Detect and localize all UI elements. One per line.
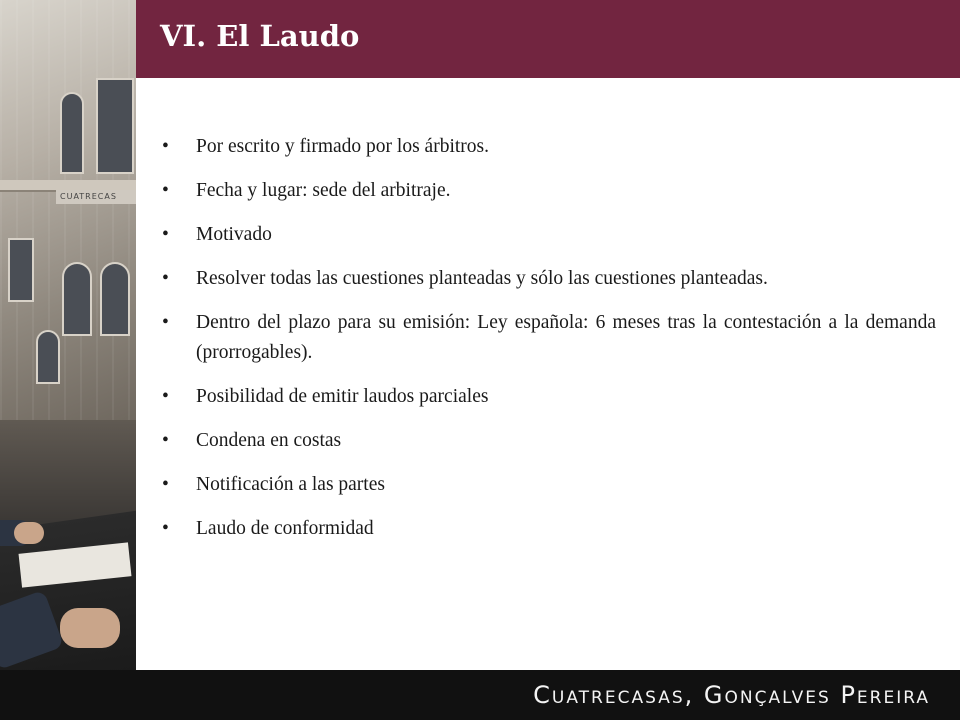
bullet-item <box>162 514 936 544</box>
bullet-item <box>162 426 936 456</box>
building-window <box>96 78 134 174</box>
bullet-item <box>162 132 936 162</box>
bullet-marker: • <box>162 386 169 407</box>
building-window <box>60 92 84 174</box>
bullet-item <box>162 176 936 206</box>
bullet-text: Notificación a las partes <box>196 474 385 495</box>
bullet-text: Motivado <box>196 224 272 245</box>
bullet-marker: • <box>162 224 169 245</box>
bullet-list <box>162 132 936 558</box>
bullet-marker: • <box>162 474 169 495</box>
bullet-marker: • <box>162 518 169 539</box>
bullet-text: Resolver todas las cuestiones planteadas y sólo las cuestiones planteadas. <box>196 268 768 289</box>
building-window <box>100 262 130 336</box>
slide-footer <box>0 670 960 720</box>
decorative-photo <box>0 0 136 670</box>
bullet-text: Posibilidad de emitir laudos parciales <box>196 386 489 407</box>
building-window <box>8 238 34 302</box>
bullet-marker: • <box>162 312 169 333</box>
bullet-text: Dentro del plazo para su emisión: Ley española: 6 meses tras la contestación a la demanda (prorrogables). <box>196 312 936 363</box>
bullet-item <box>162 220 936 250</box>
hand <box>60 608 120 648</box>
bullet-marker: • <box>162 430 169 451</box>
bullet-marker: • <box>162 180 169 201</box>
company-logo: Cuatrecasas, Gonçalves Pereira <box>533 681 930 709</box>
bullet-text: Por escrito y firmado por los árbitros. <box>196 136 489 157</box>
bullet-marker: • <box>162 136 169 157</box>
building-facade-image <box>0 0 136 420</box>
slide-title: VI. El Laudo <box>160 19 360 53</box>
bullet-item <box>162 264 936 294</box>
bullet-marker: • <box>162 268 169 289</box>
hand <box>14 522 44 544</box>
bullet-text: Laudo de conformidad <box>196 518 374 539</box>
bullet-item <box>162 470 936 500</box>
building-sign: CUATRECAS <box>56 190 136 204</box>
building-cornice <box>0 180 136 190</box>
bullet-text: Condena en costas <box>196 430 342 451</box>
building-window <box>62 262 92 336</box>
bullet-item <box>162 382 936 412</box>
bullet-text: Fecha y lugar: sede del arbitraje. <box>196 180 451 201</box>
building-window <box>36 330 60 384</box>
bullet-item <box>162 308 936 368</box>
slide-header <box>136 0 960 78</box>
